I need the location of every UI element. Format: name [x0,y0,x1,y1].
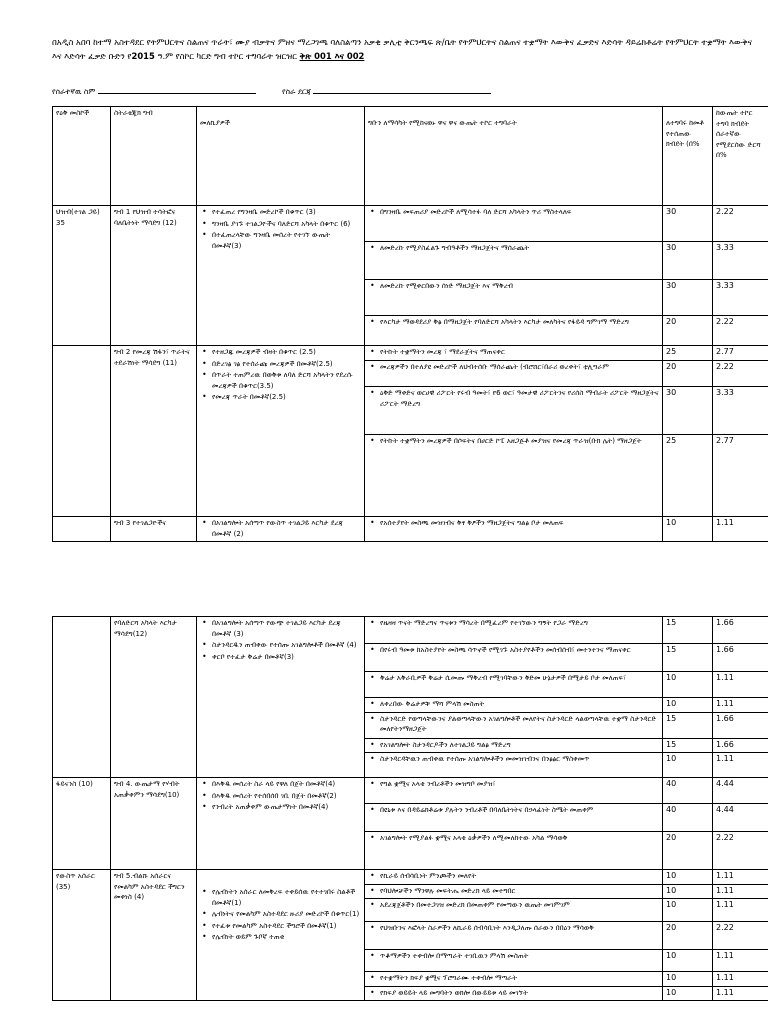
weight-cell: 10 [663,870,713,885]
activity-cell: • የትኩት ተቋማትን መረጃዎች በሶፍትና በሀርድ ኮፒ አዘጋጅቶ መያዝና የመረጃ ጥራዝ(ቡክ ሌት) ማዘጋጀት [365,435,663,517]
measure-item: • በተፈጠረላቸው ግንዛቤ መሰረት የተገኘ ውጤት በመቶኛ(3) [212,230,361,251]
weight-cell: 15 [663,738,713,753]
activity-cell: • የክፍያ ወይይት ላይ መግባትን ወክሎ በውይይቱ ላይ መገኘት [365,986,663,1001]
table-row [53,206,768,242]
activity-cell: • በግንዛቤ መፍጠሪያ መድረኮች ለሚሳተፉ ባለ ድርሻ አካላትን ጥሪ ማስተላለፍ [365,206,663,242]
weight-cell: 30 [663,280,713,316]
measure-item: • በእቅዱ መሰረት የተሰበሰበ ገቢ በጀት በመቶኛ(2) [212,791,361,802]
score-cell: 4.44 [713,804,768,832]
weight-cell: 10 [663,884,713,899]
header-year: 2015 [131,50,155,61]
activity-cell: • የእርካታ ማወዳደሪያ ቅፅ በማዘጋጀት የባለድርሻ አካላትን እርካታ መለካትና የፋይዳ ግምገማ ማድረግ [365,316,663,346]
weight-cell: 10 [663,753,713,778]
weight-cell: 10 [663,972,713,987]
activity-cell: • ዕቅድ ማቀድና ወርሀዊ ሪፖርት የሩብ ዓመት፣ የ6 ወር፣ ዓመታዊ ሪፖርትንና የሪሰስ ማብራት ሪፖርት ማዘጋጀትና ሪፖርት ማድረግ [365,387,663,435]
measure-item: • በአገልግሎት አሰጣጥ የውስጥ ተገልጋይ እርካታ ደረጃ በመቶኛ (2) [212,518,361,539]
table-header-row [53,107,768,206]
activity-cell: • ስታንዳርዳቸዉን ጠብቀዉ የተሰጡ አገልግሎቶችን መመዝገብንና በንፅፅር ማስቀመጥ [365,753,663,778]
measure-item: • ስታንዳርዱን ጠብቀው የተሰጡ አገልግሎቶች በመቶኛ (4) [212,640,361,651]
activity-cell: • የተቋማትን ክፍያ ቋሚና ፕሮግራሙ ተቀብሎ ማጣራት [365,972,663,987]
table-row [53,870,768,885]
perspective-cell [53,517,111,542]
score-cell: 2.22 [713,832,768,870]
score-cell: 4.44 [713,778,768,804]
goal-cell: ግብ 2 የመረጃ ሽፋን፣ ጥራትና ተደራሽነት ማሳደግ (11) [111,346,197,517]
score-cell: 1.11 [713,672,768,698]
weight-cell: 10 [663,517,713,542]
weight-cell: 10 [663,986,713,1001]
weight-cell: 10 [663,899,713,922]
measures-cell [197,870,365,1001]
activity-cell: • የትኩት ተቋማትን መረጃ ፣ ማደራጀትና ማጠናቀር [365,346,663,361]
goal-cell: ግብ 3 የተገልጋዮችና [111,517,197,542]
score-weight-header: ከውጤት ተኮር ተግባ ክብደት ሰራተኛው የሚደርሰው ድርሻ በ% [713,107,768,206]
weight-cell: 20 [663,316,713,346]
score-cell: 2.77 [713,435,768,517]
activity-cell: • አገልግሎት የሚያልፉ ቋሚና አላቂ ዕቃዎችን ለሚመለከተው አካል ማሳወቅ [365,832,663,870]
activity-cell: • ጥቆማዎችን ተቀብሎ በማጣራት ተገቢዉን ምላሽ መስጠት [365,950,663,972]
perspective-header: የዕቅ መስኮች [53,107,111,206]
perspective-cell [53,346,111,517]
score-cell: 1.66 [713,712,768,738]
perspective-cell: ፋይናንስ (10) [53,778,111,870]
measure-item: • በድረገፅ ገፅ የተሰራጩ መረጃዎች በመቶኛ(2.5) [212,359,361,370]
score-cell: 2.22 [713,361,768,387]
header-text: በአዲስ አበባ ከተማ አስተዳደር የትምህርትና ስልጠና ጥራት፣ ሙያ ብቃትና ምዘና ማረጋገጫ ባለስልጣን አቃቂ ቃሊቲ ቅርንጫፍ ጽ/ቤት የትምህርትና ስልጠና ተቋማት እውቅና ፈቃድና እድሳት ዳይሬክቶሬት የትምህርት ተቋማት እውቅና እና እድሳት ፈቃድ ቡድን የ [52,37,753,61]
table-row [53,778,768,804]
header-text-2: ዓ.ም የስኮር ካርድ ግብ ተኮር ተግባራት ዝርዝር [154,50,300,61]
goal-cell: ግብ 4. ውጤታማ የሃብት አጠቃቀምን ማሳደግ(10) [111,778,197,870]
score-cell: 1.11 [713,950,768,972]
job-level-label: የስራ ደርጃ [282,87,312,96]
activity-cell: • የአሰተያየት መስጫ መዝገብና ቅፃ ቅፆችን ማዘጋጀትና ግልፅ ቦታ መለጠፍ [365,517,663,542]
score-cell: 2.22 [713,206,768,242]
form-number: ቅጽ 001 እና 002 [299,50,365,61]
measure-item: • የመረጃ ጥራት በመቶኛ(2.5) [212,392,361,403]
weight-header: ለተግባሩ ከመቶ የተሰጠው ክብደት (በ% [663,107,713,206]
employee-name-line[interactable] [98,86,256,94]
score-cell: 1.66 [713,644,768,672]
goal-cell: የባለድርሻ አካላት እርካታ ማሳደግ(12) [111,617,197,778]
measure-item: • የተፈቱ የመልካም አስተዳደር ችግሮች በመቶኛ(1) [212,921,361,932]
activity-cell: • የባህሎቻችን ማንዋሉ መፍትሔ መድረክ ላይ መተግበር [365,884,663,899]
activity-cell: • የግል ቋሚና አላቂ ንብረቶችን መዝግቦ መያዝ፣ [365,778,663,804]
activities-header: ግቡን ለማሳካት የሚከናወኑ ዋና ዋና ውጤት ተኮር ተግባራት [365,107,663,206]
weight-cell: 15 [663,644,713,672]
activity-cell: • የአገልግሎት ስታንዳርዶችን ለተገልጋይ ግልፅ ማድረግ [365,738,663,753]
measures-cell [197,206,365,346]
measure-item: • በጥራት ተጠምረዉ በወቅቱ ለባለ ድርሻ አካላትን የደረሱ መረጃዎች በቁጥር(3.5) [212,370,361,391]
activity-cell: • አደረጃጀቶችን በመተጋገዝ መድረክ በመጠቀም የመጣውን ዉጤት መገምገም [365,899,663,922]
score-cell: 1.11 [713,517,768,542]
score-cell: 1.11 [713,753,768,778]
measures-cell [197,346,365,517]
activity-cell: • መረጃዎችን በተለያዩ መድረኮች ለህብተሰቡ ማሰራጨት (ብሮሸር፣በራሪ ወረቀት፣ ቲሊግራም [365,361,663,387]
document-header [52,36,764,63]
weight-cell: 30 [663,242,713,280]
measure-item: • በእቅዱ መሰረት ስራ ላይ የዋለ በጀት በመቶኛ(4) [212,779,361,790]
score-cell: 1.66 [713,738,768,753]
activity-cell: • በዩኒቱ እና በዳይሬክቶሬቱ ያሉትን ንብረቶች በባለቤትነትና በኃላፊነት ስሜት መጠቀም [365,804,663,832]
score-cell: 1.11 [713,870,768,885]
measure-item: • የተፈጠረ የግንዛቤ መድረኮች በቁጥር (3) [212,207,361,218]
scorecard-table-1 [52,106,768,542]
activity-cell: • በየሩብ ዓመቱ ከአስተያየት መስጫ ሳጥኖች የሚገኙ አስተያየቶችን መሰብሰብ፣ መተንተንና ማጠናቀር [365,644,663,672]
activity-cell: • ለመድረኩ የሚያስፈልጉ ግብዓቶችን ማዘጋጀትና ማሰራጨት [365,242,663,280]
weight-cell: 15 [663,712,713,738]
score-cell: 3.33 [713,280,768,316]
score-cell: 2.22 [713,922,768,950]
measures-cell [197,517,365,542]
perspective-cell: ህዝብ(ተገል ጋይ) 35 [53,206,111,346]
measure-item: • ቀርቦ የተፈታ ቅሬታ በመቶኛ(3) [212,652,361,663]
goal-cell: ግብ 5.ብልሹ አሰራርና የመልካም አስተዳደር ችግርን መቀነስ (4) [111,870,197,1001]
activity-cell: • ቅሬታ አቅራቢዎች ቅሬታ ሲመጡ ማቅረብ የሚገባቸውን ቅድመ ሁኔታዎች በሚታይ ቦታ መለጠፍ፣ [365,672,663,698]
weight-cell: 40 [663,778,713,804]
measure-item: • የንብረት አጠቃቀም ውጤታማነት በመቶኛ(4) [212,802,361,813]
table-row [53,617,768,644]
perspective-cell: የውስጥ አሰራር (35) [53,870,111,1001]
job-level-line[interactable] [313,86,491,94]
measures-cell [197,617,365,778]
strategic-goal-header: ስትራቴጂክ ግብ [111,107,197,206]
weight-cell: 30 [663,387,713,435]
weight-cell: 10 [663,950,713,972]
measure-item: • የሌብነት ወይም ጉቦኛ ተጠቂ [212,932,361,943]
measure-item: • የተዘጋጁ መረጃዎች ብዛት በቁጥር (2.5) [212,347,361,358]
score-cell: 3.33 [713,242,768,280]
activity-cell: • ለቀረበው ቅሬታዎቹ ማሻ ምላሽ መስጠት [365,698,663,713]
measures-cell [197,778,365,870]
weight-cell: 15 [663,617,713,644]
weight-cell: 40 [663,804,713,832]
measure-item: • ግንዛቤ ያገኙ ተገልጋዮችና ባለድርሻ አካላት በቁጥር (6) [212,219,361,230]
score-cell: 2.22 [713,316,768,346]
score-cell: 2.77 [713,346,768,361]
weight-cell: 25 [663,346,713,361]
weight-cell: 20 [663,361,713,387]
weight-cell: 20 [663,832,713,870]
table-row [53,517,768,542]
activity-cell: • ስታንዳርድ የወጣላቸውንና ያልወጣላቸውን አገልግሎቶች መለየትና ስታንዳርድ ላልወጣላቸዉ ተቋማ ስታንዳርድ መለየትንማዘጋጀት [365,712,663,738]
score-cell: 1.11 [713,884,768,899]
table-row [53,346,768,361]
score-cell: 1.11 [713,986,768,1001]
employee-name-label: የሰራተኛዉ ስም [52,87,96,96]
weight-cell: 25 [663,435,713,517]
activity-cell: • የህዝቡንና እፎላት ስራዎችን ለኪራይ ሰብሳቢነት እንዲጋለጡ ሰራውን በበዕን ማሳወቅ [365,922,663,950]
weight-cell: 30 [663,206,713,242]
activity-cell: • የኪራይ ሰብሳቢነት ምንጮችን መለየት [365,870,663,885]
score-cell: 1.11 [713,899,768,922]
measure-item: • በአገልግሎት አሰጣጥ የውጭ ተገልጋይ እርካታ ደረጃ በመቶኛ (3) [212,618,361,639]
activity-cell: • ለመድረኩ የሚቀርበውን ሰነድ ማዘጋጀት እና ማቅረብ [365,280,663,316]
weight-cell: 10 [663,698,713,713]
measures-header: መለኪያዎች [197,107,365,206]
activity-cell: • የዜዛዛ ጥናት ማድረግና ጥናቱን ማሳረት በሚፈረም የተገኘውን ግኝት የጋራ ማድረግ [365,617,663,644]
scorecard-table-2 [52,616,768,1001]
score-cell: 3.33 [713,387,768,435]
measure-item: • ሌብነትና የመልካም አስተዳደር ዙሪያ መድረኮች በቁጥር(1) [212,909,361,920]
weight-cell: 20 [663,922,713,950]
goal-cell: ግብ 1 የህዝብ ተሳትፎና ባለቤትነት ማሳደግ (12) [111,206,197,346]
measure-item: • የሌብነትን አሰራር ለመቅረፍ ተቀይሰዉ የተተገበሩ ስልቶች በመቶኛ(1) [212,887,361,908]
weight-cell: 10 [663,672,713,698]
score-cell: 1.66 [713,617,768,644]
score-cell: 1.11 [713,698,768,713]
perspective-cell [53,617,111,778]
score-cell: 1.11 [713,972,768,987]
